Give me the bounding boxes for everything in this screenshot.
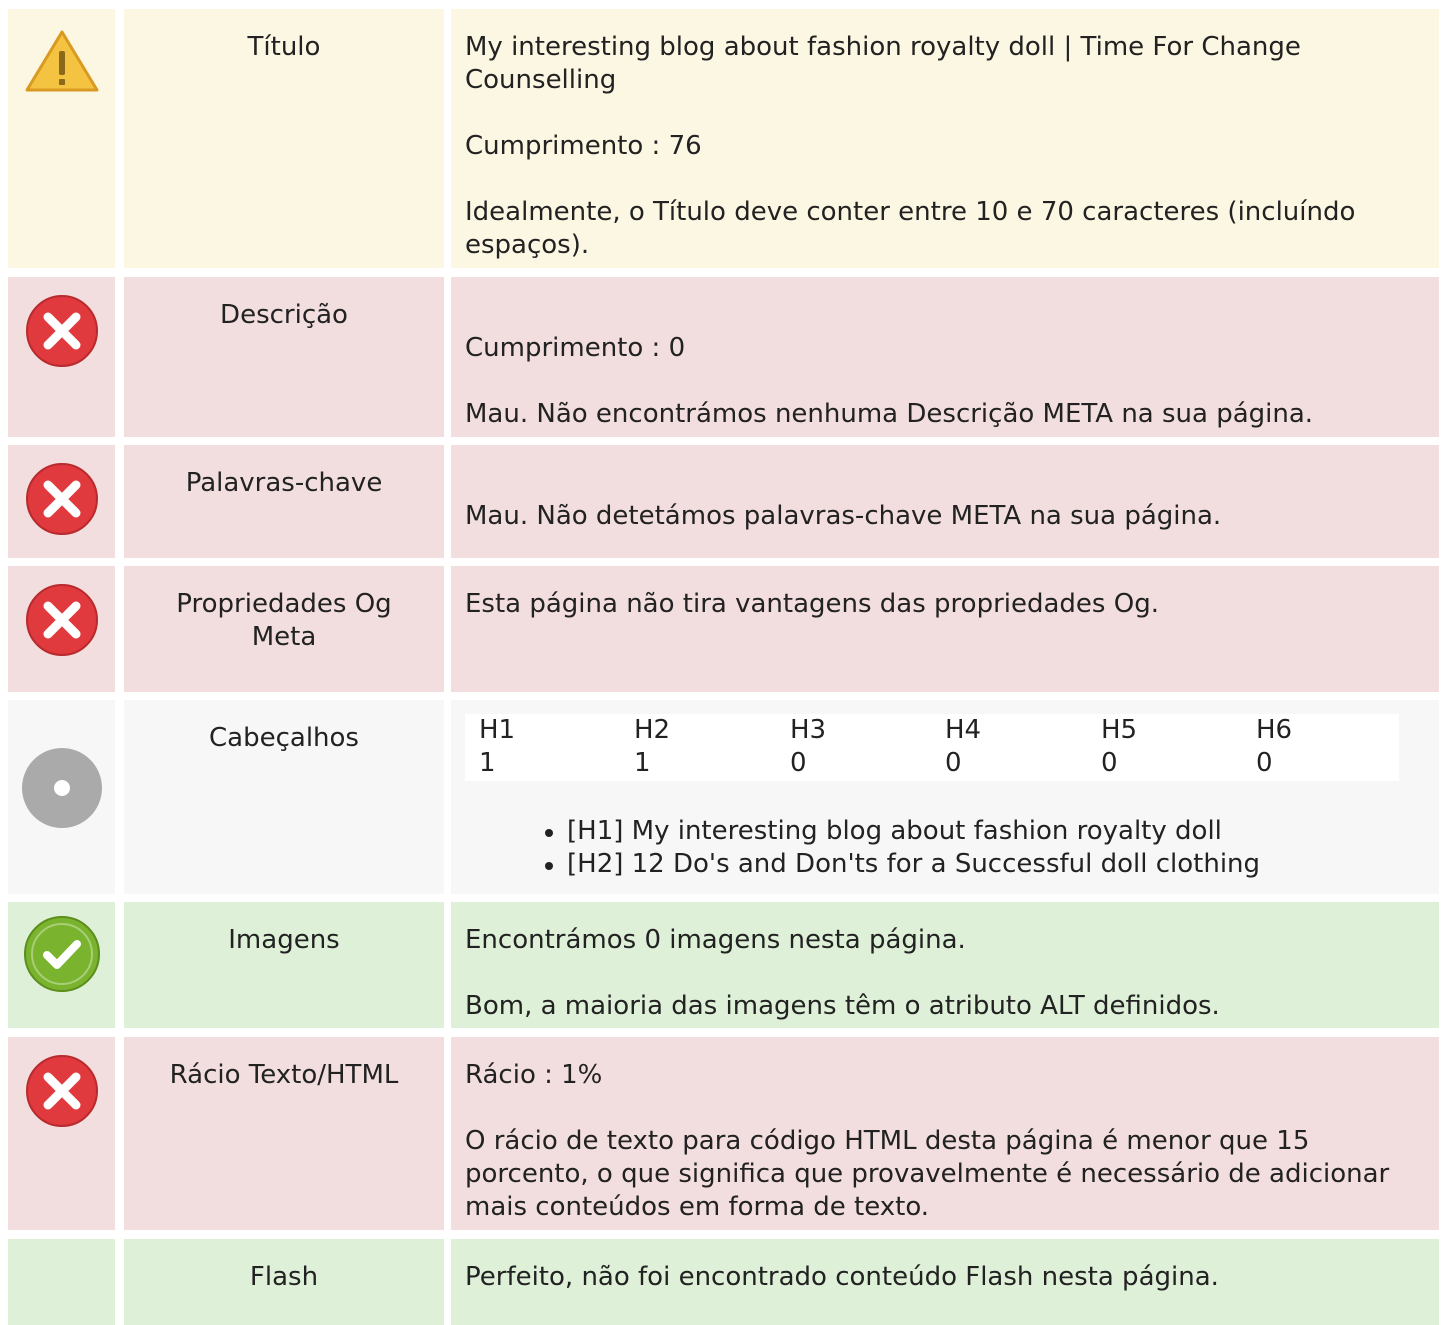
error-icon [25, 583, 99, 657]
heading-tag: H3 [790, 715, 827, 745]
title-value: My interesting blog about fashion royalty doll | Time For Change Counselling [465, 32, 1301, 95]
row-label: Propriedades Og Meta [124, 566, 444, 692]
status-cell [8, 277, 115, 437]
images-advice: Bom, a maioria das imagens têm o atributo ALT definidos. [465, 991, 1220, 1021]
description-length: Cumprimento : 0 [465, 333, 686, 363]
row-body [451, 1037, 1439, 1230]
seo-row-description [0, 277, 1445, 437]
list-item: [H2] 12 Do's and Don'ts for a Successful doll clothing [567, 848, 1425, 881]
row-label: Cabeçalhos [124, 700, 444, 894]
heading-col-h3 [776, 714, 926, 780]
seo-row-keywords [0, 445, 1445, 558]
row-body [451, 1239, 1439, 1325]
seo-row-images [0, 902, 1445, 1028]
seo-row-text-ratio [0, 1037, 1445, 1230]
status-cell [8, 9, 115, 268]
error-icon [25, 462, 99, 536]
row-label: Título [124, 9, 444, 268]
heading-col-h5 [1087, 714, 1237, 780]
status-cell [8, 566, 115, 692]
status-cell [8, 700, 115, 894]
row-label: Rácio Texto/HTML [124, 1037, 444, 1230]
flash-advice: Perfeito, não foi encontrado conteúdo Flash nesta página. [465, 1262, 1219, 1292]
images-found: Encontrámos 0 imagens nesta página. [465, 925, 966, 955]
seo-row-title [0, 9, 1445, 268]
status-cell [8, 1239, 115, 1325]
headings-list [465, 815, 1425, 881]
heading-tag: H2 [634, 715, 671, 745]
row-body [451, 445, 1439, 558]
heading-tag: H5 [1101, 715, 1138, 745]
heading-count: 0 [945, 748, 962, 778]
keywords-advice: Mau. Não detetámos palavras-chave META na sua página. [465, 501, 1222, 531]
seo-row-headings [0, 700, 1445, 894]
status-cell [8, 902, 115, 1028]
heading-count: 1 [634, 748, 651, 778]
heading-col-h1 [465, 714, 615, 780]
heading-col-h2 [620, 714, 770, 780]
row-body [451, 700, 1439, 894]
seo-row-flash [0, 1239, 1445, 1325]
row-body [451, 902, 1439, 1028]
row-body [451, 566, 1439, 692]
success-icon [23, 915, 101, 993]
ratio-value: Rácio : 1% [465, 1060, 603, 1090]
heading-col-h6 [1242, 714, 1392, 780]
heading-count: 1 [479, 748, 496, 778]
status-cell [8, 1037, 115, 1230]
row-body [451, 277, 1439, 437]
heading-tag: H4 [945, 715, 982, 745]
seo-row-og [0, 566, 1445, 692]
row-body [451, 9, 1439, 268]
list-item: [H1] My interesting blog about fashion royalty doll [567, 815, 1425, 848]
og-advice: Esta página não tira vantagens das propriedades Og. [465, 589, 1159, 619]
status-cell [8, 445, 115, 558]
ratio-advice: O rácio de texto para código HTML desta página é menor que 15 porcento, o que significa que provavelmente é necessário de adicionar mais conteúdos em forma de texto. [465, 1126, 1390, 1222]
heading-tag: H1 [479, 715, 516, 745]
heading-count: 0 [1101, 748, 1118, 778]
heading-tag: H6 [1256, 715, 1293, 745]
title-advice: Idealmente, o Título deve conter entre 10 e 70 caracteres (incluíndo espaços). [465, 197, 1356, 260]
heading-count: 0 [1256, 748, 1273, 778]
heading-col-h4 [931, 714, 1081, 780]
neutral-icon [21, 747, 103, 829]
row-label: Palavras-chave [124, 445, 444, 558]
error-icon [25, 1054, 99, 1128]
title-length: Cumprimento : 76 [465, 131, 702, 161]
row-label: Imagens [124, 902, 444, 1028]
headings-table [465, 714, 1399, 781]
warning-icon [24, 29, 100, 93]
row-label: Descrição [124, 277, 444, 437]
description-advice: Mau. Não encontrámos nenhuma Descrição META na sua página. [465, 399, 1314, 429]
error-icon [25, 294, 99, 368]
row-label: Flash [124, 1239, 444, 1325]
heading-count: 0 [790, 748, 807, 778]
